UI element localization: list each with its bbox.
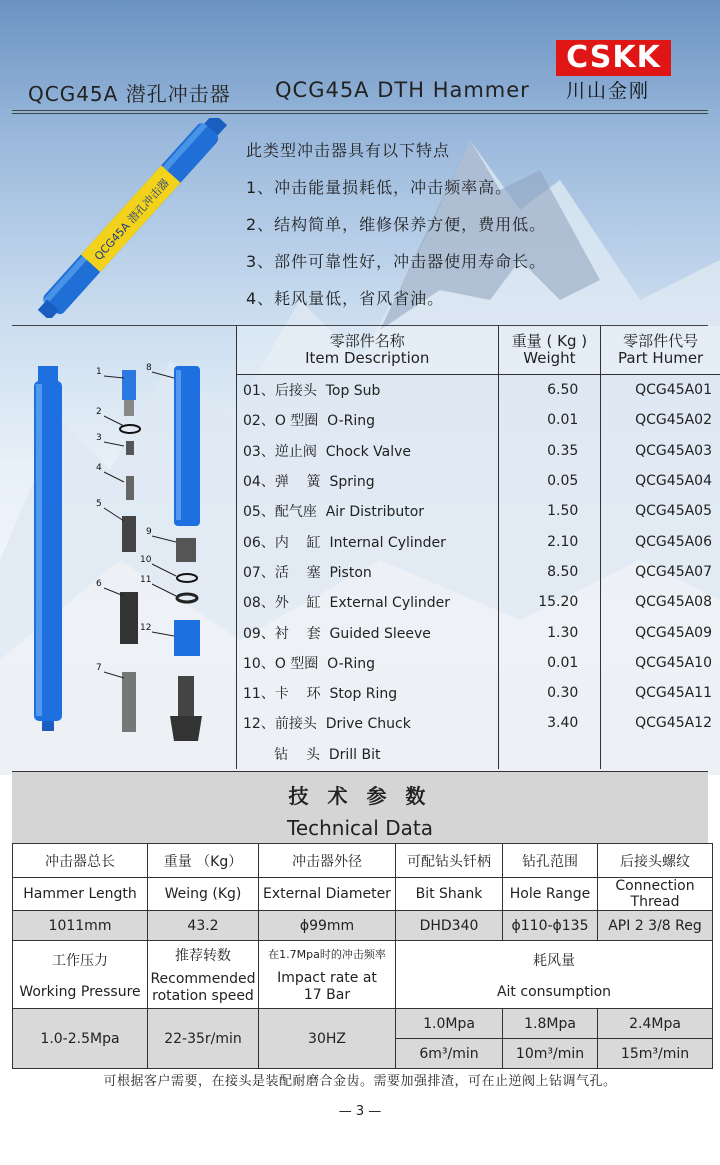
part-description: 10、O 型圈 O-Ring xyxy=(237,648,499,678)
part-code: QCG45A08 xyxy=(601,587,720,617)
table-cell: 15m³/min xyxy=(598,1039,713,1069)
part-weight: 0.01 xyxy=(498,648,601,678)
part-number-label: 12 xyxy=(140,623,152,633)
part-weight: 15.20 xyxy=(498,587,601,617)
part-weight: 0.05 xyxy=(498,466,601,496)
part-number-label: 2 xyxy=(96,407,102,417)
weight-header-en: Weight xyxy=(523,349,576,367)
table-cell: DHD340 xyxy=(396,911,503,941)
part-code: QCG45A07 xyxy=(601,557,720,587)
part-description: 05、配气座 Air Distributor xyxy=(237,496,499,526)
part-code: QCG45A02 xyxy=(601,405,720,435)
air-header-cn: 耗风量 xyxy=(533,952,575,969)
table-row xyxy=(237,648,720,678)
table-cell: 43.2 xyxy=(148,911,259,941)
part-number-label: 7 xyxy=(96,663,102,673)
divider xyxy=(12,113,708,114)
pressure-header-cn: 工作压力 xyxy=(52,952,108,969)
table-header-cell: Bit Shank xyxy=(396,878,503,911)
part-weight: 8.50 xyxy=(498,557,601,587)
table-row xyxy=(237,405,720,435)
feature-item: 3、部件可靠性好，冲击器使用寿命长。 xyxy=(246,252,547,271)
hammer-product-image xyxy=(30,118,230,318)
feature-item: 1、冲击能量损耗低，冲击频率高。 xyxy=(246,178,513,197)
table-header-cell: External Diameter xyxy=(259,878,396,911)
table-cell: 6m³/min xyxy=(396,1039,503,1069)
part-code: QCG45A03 xyxy=(601,436,720,466)
part-description: 02、O 型圈 O-Ring xyxy=(237,405,499,435)
table-cell: 30HZ xyxy=(259,1009,396,1069)
pressure-header-en: Working Pressure xyxy=(19,983,141,1000)
part-description: 08、外 缸 External Cylinder xyxy=(237,587,499,617)
table-row xyxy=(13,878,713,911)
part-weight xyxy=(498,739,601,769)
part-description: 01、后接头 Top Sub xyxy=(237,375,499,406)
table-header-cell: Connection Thread xyxy=(598,878,713,911)
table-cell: 2.4Mpa xyxy=(598,1009,713,1039)
part-code: QCG45A12 xyxy=(601,708,720,738)
brand-logo-chinese: 川山金刚 xyxy=(566,80,651,102)
brand-logo: CSKK xyxy=(556,40,671,76)
table-header-cell: 可配钻头钎柄 xyxy=(396,844,503,878)
part-description: 钻 头 Drill Bit xyxy=(237,739,499,769)
table-cell: ϕ110-ϕ135 xyxy=(503,911,598,941)
table-row xyxy=(237,617,720,647)
title-chinese: QCG45A 潜孔冲击器 xyxy=(28,82,231,106)
title-english: QCG45A DTH Hammer xyxy=(275,78,530,102)
hammer-label: QCG45A 潜孔冲击器 xyxy=(91,176,172,263)
impact-header-en: Impact rate at 17 Bar xyxy=(277,969,377,1003)
table-cell: 1.0-2.5Mpa xyxy=(13,1009,148,1069)
part-number-label: 11 xyxy=(140,575,152,585)
part-code: QCG45A10 xyxy=(601,648,720,678)
table-row xyxy=(237,708,720,738)
desc-header-cn: 零部件名称 xyxy=(329,332,405,350)
parts-table xyxy=(236,326,720,769)
table-row xyxy=(237,496,720,526)
part-code: QCG45A01 xyxy=(601,375,720,406)
table-row xyxy=(237,557,720,587)
features-list xyxy=(246,132,546,317)
part-weight: 3.40 xyxy=(498,708,601,738)
part-description: 03、逆止阀 Chock Valve xyxy=(237,436,499,466)
table-header-cell: 重量 （Kg） xyxy=(148,844,259,878)
page-header xyxy=(0,0,720,112)
parts-table-header xyxy=(237,326,720,375)
table-cell: 22-35r/min xyxy=(148,1009,259,1069)
part-code: QCG45A05 xyxy=(601,496,720,526)
part-description: 09、衬 套 Guided Sleeve xyxy=(237,617,499,647)
part-code: QCG45A06 xyxy=(601,526,720,556)
part-code: QCG45A11 xyxy=(601,678,720,708)
part-code: QCG45A04 xyxy=(601,466,720,496)
part-weight: 6.50 xyxy=(498,375,601,406)
part-number-label: 5 xyxy=(96,499,102,509)
part-weight: 0.30 xyxy=(498,678,601,708)
part-description: 12、前接头 Drive Chuck xyxy=(237,708,499,738)
table-cell: 10m³/min xyxy=(503,1039,598,1069)
table-header-cell: 后接头螺纹 xyxy=(598,844,713,878)
table-row xyxy=(13,941,713,1009)
tech-title-cn: 技 术 参 数 xyxy=(288,784,432,808)
table-header-cell: 冲击器外径 xyxy=(259,844,396,878)
code-header-cn: 零部件代号 xyxy=(623,332,699,350)
page-number: — 3 — xyxy=(338,1104,382,1119)
weight-header-cn: 重量 ( Kg ) xyxy=(511,332,588,350)
part-code: QCG45A09 xyxy=(601,617,720,647)
table-row xyxy=(237,678,720,708)
table-header-cell xyxy=(13,941,148,1009)
code-header-en: Part Humer xyxy=(618,349,704,367)
part-weight: 0.01 xyxy=(498,405,601,435)
table-row xyxy=(237,739,720,769)
part-code xyxy=(601,739,720,769)
table-header-cell: Hole Range xyxy=(503,878,598,911)
table-row xyxy=(237,375,720,406)
divider xyxy=(12,110,708,111)
table-cell: API 2 3/8 Reg xyxy=(598,911,713,941)
speed-header-en: Recommended rotation speed xyxy=(150,970,256,1004)
part-number-label: 8 xyxy=(146,363,152,373)
part-weight: 1.50 xyxy=(498,496,601,526)
part-description: 11、卡 环 Stop Ring xyxy=(237,678,499,708)
part-weight: 0.35 xyxy=(498,436,601,466)
part-weight: 2.10 xyxy=(498,526,601,556)
speed-header-cn: 推荐转数 xyxy=(175,947,231,964)
table-header-cell: 钻孔范围 xyxy=(503,844,598,878)
table-header-cell xyxy=(396,941,713,1009)
part-number-label: 10 xyxy=(140,555,152,565)
table-header-cell: Weing (Kg) xyxy=(148,878,259,911)
table-header-cell: Hammer Length xyxy=(13,878,148,911)
footnote: 可根据客户需要，在接头是装配耐磨合金齿。需要加强排渣，可在止逆阀上钻调气孔。 xyxy=(103,1074,617,1089)
part-number-label: 1 xyxy=(96,367,102,377)
part-number-label: 6 xyxy=(96,579,102,589)
features-intro: 此类型冲击器具有以下特点 xyxy=(246,141,451,160)
impact-header-cn: 在1.7Mpa时的冲击频率 xyxy=(268,947,386,961)
table-row xyxy=(13,911,713,941)
part-description: 07、活 塞 Piston xyxy=(237,557,499,587)
feature-item: 2、结构简单，维修保养方便，费用低。 xyxy=(246,215,547,234)
part-weight: 1.30 xyxy=(498,617,601,647)
technical-data-table xyxy=(12,843,713,1069)
part-description: 04、弹 簧 Spring xyxy=(237,466,499,496)
table-cell: 1.0Mpa xyxy=(396,1009,503,1039)
table-row xyxy=(237,436,720,466)
desc-header-en: Item Description xyxy=(305,349,430,367)
table-cell: 1011mm xyxy=(13,911,148,941)
feature-item: 4、耗风量低，省风省油。 xyxy=(246,289,445,308)
table-row xyxy=(13,1009,713,1039)
table-header-cell xyxy=(148,941,259,1009)
air-header-en: Ait consumption xyxy=(496,983,612,1000)
table-row xyxy=(13,844,713,878)
part-number-label: 3 xyxy=(96,433,102,443)
exploded-parts-diagram xyxy=(12,326,236,771)
table-row xyxy=(237,587,720,617)
table-cell: ϕ99mm xyxy=(259,911,396,941)
table-cell: 1.8Mpa xyxy=(503,1009,598,1039)
table-header-cell xyxy=(259,941,396,1009)
part-description: 06、内 缸 Internal Cylinder xyxy=(237,526,499,556)
tech-title-en: Technical Data xyxy=(287,816,433,840)
table-row xyxy=(237,526,720,556)
technical-data-banner xyxy=(12,771,708,844)
part-number-label: 9 xyxy=(146,527,152,537)
table-row xyxy=(237,466,720,496)
part-number-label: 4 xyxy=(96,463,102,473)
table-header-cell: 冲击器总长 xyxy=(13,844,148,878)
